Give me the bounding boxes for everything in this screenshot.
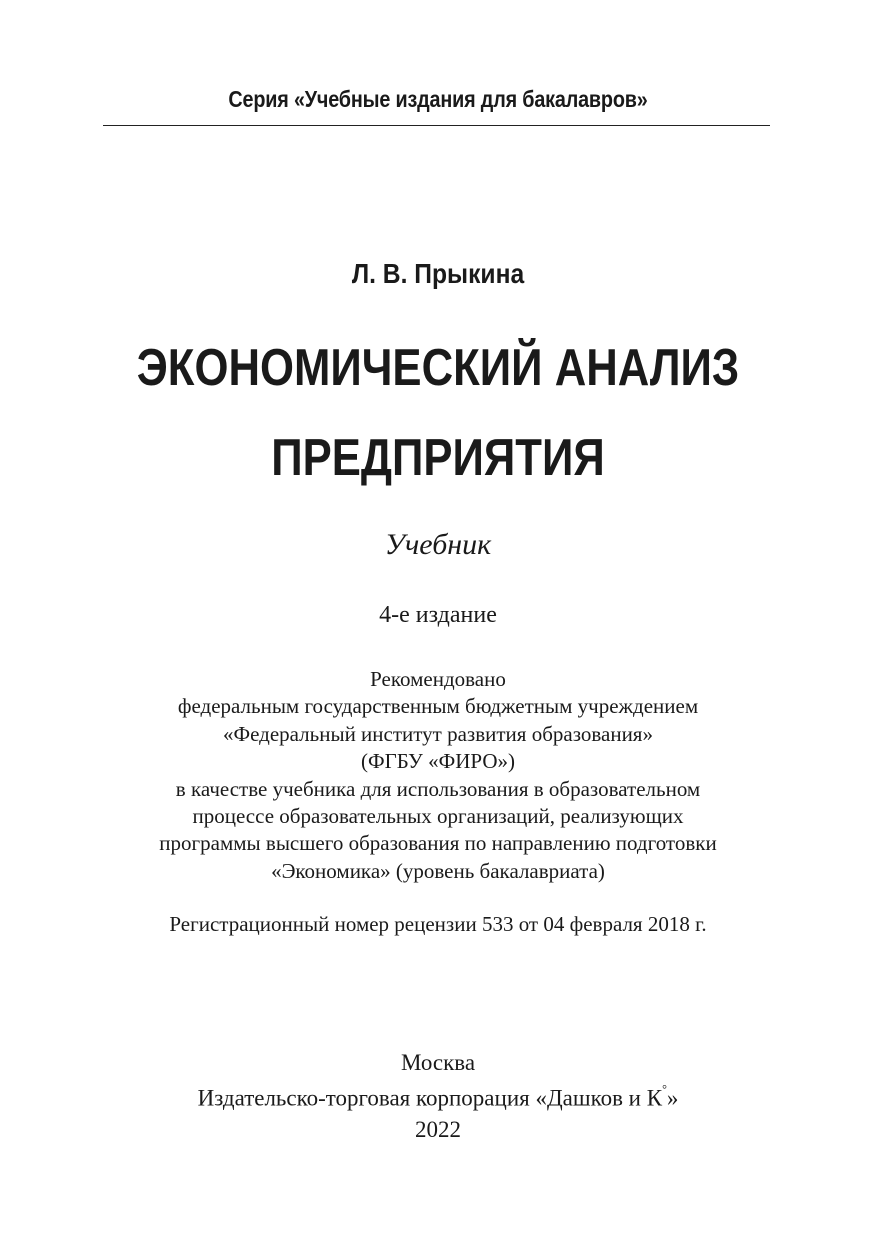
- recommendation-line: процессе образовательных организаций, реализующих: [192, 804, 684, 829]
- review-registration: Регистрационный номер рецензии 533 от 04 февраля 2018 г.: [169, 912, 707, 936]
- publisher-degree-mark: °: [662, 1082, 667, 1096]
- imprint-city: Москва: [400, 1050, 476, 1075]
- recommendation-line: программы высшего образования по направлению подготовки: [159, 831, 717, 856]
- recommendation-block: [0, 666, 876, 885]
- publisher-name: Издательско-торговая корпорация «Дашков и К: [197, 1085, 663, 1111]
- recommendation-line: Рекомендовано: [370, 667, 506, 691]
- recommendation-line: «Экономика» (уровень бакалавриата): [271, 858, 605, 883]
- recommendation-line: федеральным государственным бюджетным учреждением: [177, 694, 699, 719]
- book-title-line-2: ПРЕДПРИЯТИЯ: [271, 429, 605, 487]
- series-divider: [103, 125, 770, 126]
- imprint-publisher: [0, 1078, 876, 1114]
- series-name: Серия «Учебные издания для бакалавров»: [228, 86, 648, 112]
- imprint-year: 2022: [415, 1116, 461, 1142]
- publisher-closing-quote: »: [666, 1085, 679, 1111]
- author-name: Л. В. Прыкина: [351, 258, 525, 289]
- recommendation-line: в качестве учебника для использования в образовательном: [175, 776, 701, 801]
- book-title-line-1: ЭКОНОМИЧЕСКИЙ АНАЛИЗ: [136, 339, 740, 397]
- edition: 4-е издание: [379, 602, 497, 628]
- book-type: Учебник: [384, 528, 492, 561]
- recommendation-line: (ФГБУ «ФИРО»): [360, 749, 515, 774]
- recommendation-line: «Федеральный институт развития образования»: [223, 721, 653, 746]
- imprint: [0, 1047, 876, 1145]
